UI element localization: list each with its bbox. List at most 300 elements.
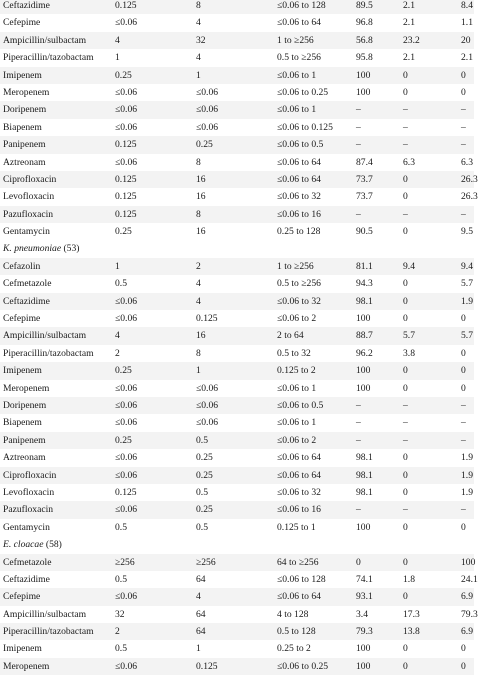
table-row — [0, 588, 474, 605]
resistant-percent: – — [461, 208, 466, 220]
intermediate-percent: – — [403, 121, 408, 133]
mic50-value: 0.5 — [115, 573, 127, 585]
mic90-value: 4 — [196, 591, 201, 603]
resistant-percent: – — [461, 139, 466, 151]
mic90-value: 64 — [196, 608, 206, 620]
table-row — [0, 606, 478, 623]
mic-range: ≤0.06 to 64 — [277, 173, 321, 185]
mic50-value: 0.25 — [115, 69, 132, 81]
resistant-percent: 6.9 — [461, 626, 473, 638]
intermediate-percent: – — [403, 104, 408, 116]
mic-range: ≤0.06 to 128 — [277, 573, 326, 585]
susceptible-percent: – — [356, 504, 361, 516]
mic90-value: 1 — [196, 643, 201, 655]
mic90-value: 4 — [196, 52, 201, 64]
table-row — [0, 327, 474, 344]
agent-name: Panipenem — [3, 139, 46, 151]
susceptible-percent: 100 — [356, 643, 371, 655]
mic90-value: 0.125 — [196, 660, 218, 672]
intermediate-percent: 0 — [403, 521, 408, 533]
mic50-value: ≤0.06 — [115, 313, 138, 325]
mic90-value: ≤0.06 — [196, 104, 219, 116]
table-row — [0, 380, 474, 397]
agent-name: Aztreonam — [3, 452, 46, 464]
mic90-value: 64 — [196, 573, 206, 585]
intermediate-percent: – — [403, 399, 408, 411]
organism-name: K. pneumoniae — [3, 243, 62, 255]
intermediate-percent: 5.7 — [403, 330, 415, 342]
mic90-value: 0.5 — [196, 521, 208, 533]
table-row — [0, 67, 474, 84]
agent-name: Pazufloxacin — [3, 208, 54, 220]
mic-range: 64 to ≥256 — [277, 556, 319, 568]
agent-name: Levofloxacin — [3, 191, 55, 203]
intermediate-percent: 0 — [403, 86, 408, 98]
resistant-percent: 0 — [461, 660, 466, 672]
resistant-percent: 0 — [461, 86, 466, 98]
intermediate-percent: 0 — [403, 382, 408, 394]
table-row — [0, 119, 474, 136]
intermediate-percent: 0 — [403, 486, 408, 498]
mic90-value: 1 — [196, 69, 201, 81]
susceptible-percent: 96.8 — [356, 17, 373, 29]
agent-name: Cefmetazole — [3, 278, 52, 290]
mic90-value: ≤0.06 — [196, 121, 219, 133]
intermediate-percent: 0 — [403, 660, 408, 672]
susceptible-percent: 81.1 — [356, 260, 373, 272]
mic50-value: ≤0.06 — [115, 591, 138, 603]
agent-name: Levofloxacin — [3, 486, 55, 498]
susceptible-percent: 3.4 — [356, 608, 368, 620]
mic50-value: ≤0.06 — [115, 86, 138, 98]
mic50-value: 32 — [115, 608, 125, 620]
susceptible-percent: 100 — [356, 660, 371, 672]
mic90-value: ≥256 — [196, 556, 216, 568]
mic50-value: ≤0.06 — [115, 382, 138, 394]
intermediate-percent: 0 — [403, 191, 408, 203]
mic90-value: 32 — [196, 34, 206, 46]
agent-name: Ceftazidime — [3, 573, 50, 585]
mic50-value: ≤0.06 — [115, 121, 138, 133]
agent-name: Ceftazidime — [3, 0, 50, 11]
table-row — [0, 571, 478, 588]
table-row — [0, 84, 474, 101]
mic-range: ≤0.06 to 16 — [277, 504, 321, 516]
intermediate-percent: 0 — [403, 278, 408, 290]
susceptible-percent: 93.1 — [356, 591, 373, 603]
mic-range: ≤0.06 to 64 — [277, 469, 321, 481]
table-row — [0, 623, 474, 640]
resistant-percent: 26.3 — [461, 173, 478, 185]
agent-name: Meropenem — [3, 660, 50, 672]
agent-name: Panipenem — [3, 434, 46, 446]
mic90-value: 4 — [196, 17, 201, 29]
table-row — [0, 188, 478, 205]
mic50-value: 0.25 — [115, 434, 132, 446]
mic-range: ≤0.06 to 2 — [277, 313, 317, 325]
resistant-percent: 0 — [461, 643, 466, 655]
susceptible-percent: 94.3 — [356, 278, 373, 290]
resistant-percent: 79.3 — [461, 608, 478, 620]
susceptible-percent: 79.3 — [356, 626, 373, 638]
intermediate-percent: 0 — [403, 313, 408, 325]
mic-range: ≤0.06 to 32 — [277, 295, 321, 307]
table-row — [0, 293, 474, 310]
isolate-count: (58) — [43, 539, 62, 551]
resistant-percent: – — [461, 121, 466, 133]
agent-name: Meropenem — [3, 382, 50, 394]
table-row — [0, 484, 474, 501]
mic-range: 0.5 to ≥256 — [277, 278, 321, 290]
susceptible-percent: – — [356, 417, 361, 429]
resistant-percent: 0 — [461, 313, 466, 325]
table-row — [0, 449, 474, 466]
table-row — [0, 554, 474, 571]
intermediate-percent: 3.8 — [403, 347, 415, 359]
table-row — [0, 397, 474, 414]
isolate-count: (53) — [61, 243, 80, 255]
table-row — [0, 258, 474, 275]
mic90-value: 0.25 — [196, 469, 213, 481]
organism-section-header — [0, 240, 474, 257]
table-row — [0, 32, 474, 49]
resistant-percent: – — [461, 104, 466, 116]
resistant-percent: 9.4 — [461, 260, 473, 272]
susceptible-percent: – — [356, 434, 361, 446]
intermediate-percent: 0 — [403, 365, 408, 377]
resistant-percent: 9.5 — [461, 226, 473, 238]
agent-name: Ciprofloxacin — [3, 469, 57, 481]
mic90-value: 4 — [196, 295, 201, 307]
mic50-value: 4 — [115, 330, 120, 342]
resistant-percent: – — [461, 399, 466, 411]
susceptible-percent: 96.2 — [356, 347, 373, 359]
agent-name: Imipenem — [3, 643, 42, 655]
mic-range: 0.25 to 2 — [277, 643, 311, 655]
mic50-value: ≤0.06 — [115, 417, 138, 429]
resistant-percent: 0 — [461, 521, 466, 533]
table-row — [0, 49, 474, 66]
susceptible-percent: 90.5 — [356, 226, 373, 238]
agent-name: Piperacillin/tazobactam — [3, 626, 94, 638]
mic-range: 0.5 to 128 — [277, 626, 316, 638]
table-row — [0, 223, 474, 240]
mic50-value: 0.125 — [115, 0, 137, 11]
intermediate-percent: 0 — [403, 469, 408, 481]
agent-name: Biapenem — [3, 417, 42, 429]
intermediate-percent: 2.1 — [403, 17, 415, 29]
intermediate-percent: 2.1 — [403, 52, 415, 64]
resistant-percent: 8.4 — [461, 0, 473, 11]
mic-range: 1 to ≥256 — [277, 260, 314, 272]
mic-range: ≤0.06 to 64 — [277, 156, 321, 168]
resistant-percent: 0 — [461, 69, 466, 81]
resistant-percent: 1.9 — [461, 486, 473, 498]
mic50-value: 0.25 — [115, 365, 132, 377]
susceptible-percent: 100 — [356, 69, 371, 81]
mic50-value: 0.5 — [115, 643, 127, 655]
agent-name: Pazufloxacin — [3, 504, 54, 516]
table-row — [0, 640, 474, 657]
intermediate-percent: 2.1 — [403, 0, 415, 11]
agent-name: Doripenem — [3, 104, 47, 116]
susceptible-percent: – — [356, 399, 361, 411]
intermediate-percent: 0 — [403, 643, 408, 655]
susceptible-percent: 87.4 — [356, 156, 373, 168]
agent-name: Piperacillin/tazobactam — [3, 52, 94, 64]
mic50-value: 2 — [115, 347, 120, 359]
susceptible-percent: 100 — [356, 382, 371, 394]
mic50-value: 1 — [115, 260, 120, 272]
intermediate-percent: 1.8 — [403, 573, 415, 585]
intermediate-percent: 0 — [403, 591, 408, 603]
susceptible-percent: 98.1 — [356, 469, 373, 481]
susceptible-percent: – — [356, 104, 361, 116]
agent-name: Doripenem — [3, 399, 47, 411]
table-row — [0, 432, 474, 449]
susceptible-percent: 0 — [356, 556, 361, 568]
table-row — [0, 519, 474, 536]
susceptible-percent: – — [356, 139, 361, 151]
resistant-percent: 20 — [461, 34, 471, 46]
intermediate-percent: – — [403, 139, 408, 151]
resistant-percent: – — [461, 434, 466, 446]
mic90-value: 0.5 — [196, 486, 208, 498]
resistant-percent: 100 — [461, 556, 476, 568]
mic90-value: 16 — [196, 226, 206, 238]
mic50-value: 0.125 — [115, 173, 137, 185]
mic50-value: ≤0.06 — [115, 399, 138, 411]
mic50-value: 0.5 — [115, 521, 127, 533]
intermediate-percent: 0 — [403, 226, 408, 238]
susceptible-percent: 98.1 — [356, 452, 373, 464]
agent-name: Gentamycin — [3, 521, 50, 533]
mic90-value: 8 — [196, 156, 201, 168]
intermediate-percent: 13.8 — [403, 626, 420, 638]
mic90-value: 8 — [196, 0, 201, 11]
intermediate-percent: 0 — [403, 173, 408, 185]
resistant-percent: 0 — [461, 382, 466, 394]
mic90-value: ≤0.06 — [196, 399, 219, 411]
table-row — [0, 345, 474, 362]
mic-range: ≤0.06 to 32 — [277, 191, 321, 203]
mic90-value: 0.125 — [196, 313, 218, 325]
mic90-value: 0.25 — [196, 139, 213, 151]
mic50-value: 0.125 — [115, 139, 137, 151]
table-row — [0, 154, 474, 171]
mic-range: ≤0.06 to 1 — [277, 69, 317, 81]
mic-range: 0.5 to 32 — [277, 347, 311, 359]
mic50-value: 4 — [115, 34, 120, 46]
agent-name: Cefepime — [3, 313, 41, 325]
mic-range: ≤0.06 to 1 — [277, 382, 317, 394]
agent-name: Gentamycin — [3, 226, 50, 238]
table-row — [0, 0, 474, 14]
mic-range: 4 to 128 — [277, 608, 309, 620]
agent-name: Biapenem — [3, 121, 42, 133]
intermediate-percent: 0 — [403, 69, 408, 81]
table-row — [0, 101, 474, 118]
resistant-percent: 5.7 — [461, 278, 473, 290]
mic-range: 0.125 to 1 — [277, 521, 316, 533]
agent-name: Ampicillin/sulbactam — [3, 330, 87, 342]
mic50-value: ≤0.06 — [115, 452, 138, 464]
mic90-value: 1 — [196, 365, 201, 377]
mic90-value: 16 — [196, 191, 206, 203]
intermediate-percent: 9.4 — [403, 260, 415, 272]
resistant-percent: 1.9 — [461, 452, 473, 464]
susceptible-percent: 73.7 — [356, 173, 373, 185]
table-row — [0, 275, 474, 292]
mic50-value: ≤0.06 — [115, 504, 138, 516]
intermediate-percent: – — [403, 434, 408, 446]
mic50-value: 0.5 — [115, 278, 127, 290]
table-row — [0, 136, 474, 153]
susceptible-percent: 100 — [356, 86, 371, 98]
susceptible-percent: 100 — [356, 521, 371, 533]
resistant-percent: 6.3 — [461, 156, 473, 168]
agent-name: Cefazolin — [3, 260, 41, 272]
resistant-percent: 5.7 — [461, 330, 473, 342]
resistant-percent: 24.1 — [461, 573, 478, 585]
mic50-value: ≤0.06 — [115, 660, 138, 672]
susceptible-percent: 56.8 — [356, 34, 373, 46]
resistant-percent: 6.9 — [461, 591, 473, 603]
agent-name: Imipenem — [3, 69, 42, 81]
resistant-percent: 0 — [461, 347, 466, 359]
mic-range: ≤0.06 to 16 — [277, 208, 321, 220]
mic50-value: 0.25 — [115, 226, 132, 238]
susceptible-percent: 95.8 — [356, 52, 373, 64]
mic-range: ≤0.06 to 2 — [277, 434, 317, 446]
mic90-value: 0.25 — [196, 504, 213, 516]
mic50-value: ≤0.06 — [115, 295, 138, 307]
mic-range: 0.25 to 128 — [277, 226, 321, 238]
resistant-percent: 1.9 — [461, 295, 473, 307]
mic-range: 0.125 to 2 — [277, 365, 316, 377]
resistant-percent: 26.3 — [461, 191, 478, 203]
mic-range: 0.5 to ≥256 — [277, 52, 321, 64]
mic50-value: ≤0.06 — [115, 17, 138, 29]
mic50-value: 1 — [115, 52, 120, 64]
susceptible-percent: 89.5 — [356, 0, 373, 11]
mic-range: ≤0.06 to 0.5 — [277, 399, 324, 411]
agent-name: Cefepime — [3, 591, 41, 603]
mic-range: ≤0.06 to 32 — [277, 486, 321, 498]
mic50-value: ≤0.06 — [115, 156, 138, 168]
mic50-value: 0.125 — [115, 486, 137, 498]
intermediate-percent: 0 — [403, 295, 408, 307]
mic90-value: ≤0.06 — [196, 417, 219, 429]
mic90-value: ≤0.06 — [196, 86, 219, 98]
susceptible-percent: 73.7 — [356, 191, 373, 203]
intermediate-percent: 23.2 — [403, 34, 420, 46]
resistant-percent: – — [461, 417, 466, 429]
mic50-value: 0.125 — [115, 191, 137, 203]
table-row — [0, 206, 474, 223]
susceptible-percent: 98.1 — [356, 486, 373, 498]
agent-name: Ciprofloxacin — [3, 173, 57, 185]
mic50-value: 2 — [115, 626, 120, 638]
intermediate-percent: – — [403, 208, 408, 220]
mic-range: ≤0.06 to 0.5 — [277, 139, 324, 151]
agent-name: Piperacillin/tazobactam — [3, 347, 94, 359]
intermediate-percent: 0 — [403, 556, 408, 568]
intermediate-percent: – — [403, 504, 408, 516]
intermediate-percent: 6.3 — [403, 156, 415, 168]
organism-label — [3, 240, 79, 257]
mic-range: ≤0.06 to 0.25 — [277, 660, 329, 672]
table-row — [0, 362, 474, 379]
organism-section-header — [0, 536, 474, 553]
mic50-value: ≤0.06 — [115, 469, 138, 481]
intermediate-percent: – — [403, 417, 408, 429]
table-row — [0, 658, 474, 675]
agent-name: Aztreonam — [3, 156, 46, 168]
agent-name: Ampicillin/sulbactam — [3, 34, 87, 46]
mic90-value: 16 — [196, 330, 206, 342]
resistant-percent: 1.1 — [461, 17, 473, 29]
mic90-value: 8 — [196, 347, 201, 359]
mic-range: ≤0.06 to 64 — [277, 452, 321, 464]
mic90-value: 16 — [196, 173, 206, 185]
resistant-percent: 0 — [461, 365, 466, 377]
mic90-value: 64 — [196, 626, 206, 638]
mic90-value: 4 — [196, 278, 201, 290]
table-row — [0, 467, 474, 484]
mic90-value: ≤0.06 — [196, 382, 219, 394]
table-row — [0, 171, 478, 188]
mic-range: ≤0.06 to 64 — [277, 17, 321, 29]
intermediate-percent: 17.3 — [403, 608, 420, 620]
mic90-value: 0.25 — [196, 452, 213, 464]
table-row — [0, 414, 474, 431]
mic-range: ≤0.06 to 0.25 — [277, 86, 329, 98]
table-row — [0, 501, 474, 518]
mic50-value: ≥256 — [115, 556, 135, 568]
mic-range: ≤0.06 to 0.125 — [277, 121, 333, 133]
mic90-value: 8 — [196, 208, 201, 220]
mic90-value: 0.5 — [196, 434, 208, 446]
agent-name: Ampicillin/sulbactam — [3, 608, 87, 620]
mic50-value: 0.125 — [115, 208, 137, 220]
mic90-value: 2 — [196, 260, 201, 272]
agent-name: Imipenem — [3, 365, 42, 377]
mic-range: 1 to ≥256 — [277, 34, 314, 46]
mic50-value: ≤0.06 — [115, 104, 138, 116]
susceptible-percent: 88.7 — [356, 330, 373, 342]
mic-range: ≤0.06 to 1 — [277, 417, 317, 429]
table-row — [0, 310, 474, 327]
susceptible-percent: 98.1 — [356, 295, 373, 307]
susceptible-percent: 100 — [356, 313, 371, 325]
mic-range: ≤0.06 to 1 — [277, 104, 317, 116]
susceptible-percent: 100 — [356, 365, 371, 377]
mic-range: 2 to 64 — [277, 330, 304, 342]
susceptible-percent: 74.1 — [356, 573, 373, 585]
organism-name: E. cloacae — [3, 539, 44, 551]
mic-range: ≤0.06 to 128 — [277, 0, 326, 11]
agent-name: Cefepime — [3, 17, 41, 29]
agent-name: Meropenem — [3, 86, 50, 98]
susceptible-percent: – — [356, 121, 361, 133]
resistant-percent: – — [461, 504, 466, 516]
organism-label — [3, 536, 62, 553]
susceptible-percent: – — [356, 208, 361, 220]
table-row — [0, 14, 474, 31]
resistant-percent: 2.1 — [461, 52, 473, 64]
resistant-percent: 1.9 — [461, 469, 473, 481]
